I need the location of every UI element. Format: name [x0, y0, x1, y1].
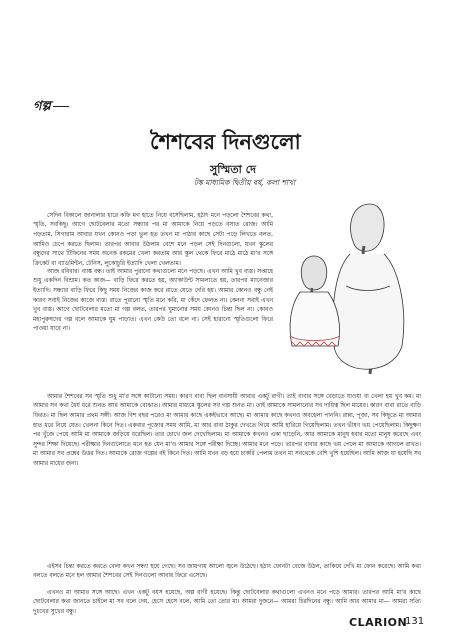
story-title: শৈশবের দিনগুলো — [150, 129, 301, 154]
paragraph-2: আজ রবিবার। ব্যাঙ্ক বন্ধ। তাই আমার পুরানো কথাগুলো মনে পড়ছে। এখন আমি খুব ব্যস্ত। সপ্তাহে শুধু একদিন বিশ্রাম। কত কাজ— বাড়ি ফিরে করতে হয়, অ্যাকাউন্ট সামলাতে হয়, তারপর ম্যানেজার ইত্যাদি। সন্ধ্যার বাড়ি ফিরে কিছু সময় নিজের কাজ করে রাতে যেতে দেরি হয়। আমার কোনও বন্ধু নেই কারণ সবাই নিজের কাজে ব্যস্ত। রাতে পুরানো স্মৃতি মনে করি, মা কেঁদে ফেলত না। কেননা সবাই এখন খুব ব্যস্ত। আগে ছোটবেলার মতো মা গল্প বলত, তারপর ঘুমানোর সময় কোনও চিন্তা ছিল না। কোনও মহাপুরুষদের গল্প বলে আমাকে ঘুম পাড়াত। এখন কেউ তো বলে না। সেই হারানো স্মৃতিগুলো ফিরে পাওয়া যাবে না। — [33, 268, 273, 333]
author-name: সুস্মিতা দে — [210, 163, 256, 176]
paragraph-4: এইসব চিন্তা করতে করতে বেলা কখন সন্ধ্যা হয়ে গেছে। সব জায়গায় আলো জ্বলে উঠেছে। হঠাৎ ফোনটা বেজে উঠল, তাকিয়ে দেখি মা ফোন করেছে। আমি কথা বলতে বলতে মনে হল আমার শৈশবের সেই দিনগুলো আবার ফিরে এসেছে। — [33, 563, 421, 580]
mother-figure — [333, 204, 404, 374]
section-tag-label: গল্প — [33, 99, 51, 114]
page-number: 131 — [405, 616, 425, 627]
daughter-figure — [290, 256, 340, 346]
paragraph-5: এখনও মা আমার সঙ্গে আছে। এখন একটু বয়স হয়েছে, অল্প রাগী হয়েছে। কিন্তু ছোটবেলার কথাগুলো এখনও মনে পড়ে আমার। তারপর আমি মা'র কাছে ছোটবেলার কথা জানতে চাইলে মা সব বলে দেয়, হেসে হেসে বলে, আমি তো তোর মা। আমরা দুজনে— আমরা চিরদিনের বন্ধু। আমি আর আমার মা— আমরা সত্যি দুঃখের সুখের বন্ধু। — [33, 589, 421, 616]
mother-daughter-braid-illustration — [280, 196, 432, 388]
clarion-logo: CLARION — [349, 616, 408, 629]
section-tag — [33, 97, 69, 118]
paragraph-3: আমার শৈশবের সব স্মৃতি শুধু মা'র সঙ্গে কাটানো সময়। কারণ বাবা ছিল ব্যবসায়ী আবার একটু রাগী। তাই বাবার সঙ্গে বেড়াতে যাওয়া বা খেলা হয় খুব কম। মা আমার সব কথা ধৈর্য ধরে শুনত আর আমাকে বোঝাত। আমার মাধ্যমে স্কুলের সব গল্প শুনত মা। তাই আমাকে সামলানোর সব দায়িত্ব ছিল মায়ের। কারণ বাবা রাতে বাড়ি ফিরত। মা ছিল আমার প্রথম সঙ্গী। আজ বিশ বছর পরেও মা আমার কাছে একইভাবে আছে। মা আমার কাছে কখনও অবহেলা পাননি। রান্না, পূজা, সব কিছুতে মা আমার হাত ধরে নিয়ে যেত। খেলনা কিনে দিত। একবার পূজোর সময় আমি, মা আর বাবা ঠাকুর দেখতে গিয়ে আমি হারিয়ে গিয়েছিলাম। তখন ভীষণ ভয় পেয়েছিলাম। কিছুক্ষণ পর খুঁজে পেয়ে আমি মা আমাকে জড়িয়ে ধরেছিল। তার চোখে জল দেখেছিলাম। মা আমাকে কখনও একা ছাড়েনি, আর আমাকে মানুষ হবার মতো মানুষ করেছে এবং সুন্দর শিক্ষা দিয়েছে। পরীক্ষার দিনগুলোতে মনে হত যেন মা'ও আমার সঙ্গে পরীক্ষা দিচ্ছে। আমার মনে পড়ে। তারপর বাবার কাছে ভয় পেলে মা আমাকে আগলে রাখত। মা আমার সব প্রশ্নের উত্তর দিত। আমাকে রোজ গল্পের বই কিনে দিত। আমি যখন বড় হয়ে চাকরি পেলাম তখন মা সবথেকে বেশি খুশি হয়েছিল। আমি আজ যা হয়েছি সব আমার মায়ের জন্য। — [33, 393, 421, 468]
paragraph-1: সেদিন বিকালে জানালার ধারে কফি মগ হাতে নিয়ে বসেছিলাম, হঠাৎ মনে পড়লো শৈশবের কথা, স্মৃতি, সবকিছু। আগে ছোটবেলার মতো সন্ধ্যার পর মা আমাকে নিয়ে পড়তে বসাত রোজ। আমি পড়তাম, সিগারাম আবার যখন কোনও পড়া ভুল হত তখন মা পাঠার কাছে সেটা পড়ে লিখতে বলত, আমিও চেপে করতে ছিলাম। তারপর আবার উঠলাম বেশে মনে পড়ল সেই দিনগুলো, যখন স্কুলের বন্ধুদের সাথে টিফিনের সময় অনেক রকমের খেলা করতাম আর স্কুল থেকে ফিরে মাঠে মাঠে মা'র সঙ্গে ক্রিকেট বা ব্যাডমিন্টন, টেনিস, লুকোচুরি ইত্যাদি খেলা খেলতাম। — [33, 212, 273, 267]
section-tag-rule — [53, 106, 69, 107]
author-affiliation: টঙ্ক মাধ্যমিক দ্বিতীয় বর্ষ, কলা শাখা — [194, 178, 296, 187]
